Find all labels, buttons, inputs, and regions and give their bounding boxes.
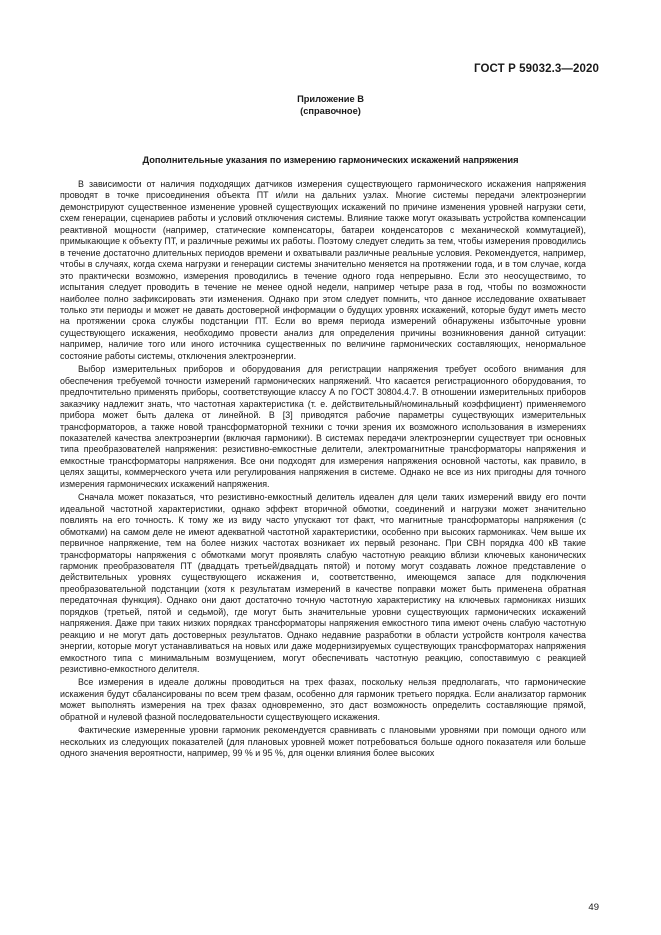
paragraph: Все измерения в идеале должны проводиться на трех фазах, поскольку нельзя предполагать, что гармонические искажения будут сбалансированы по всем трем фазам, особенно для гармоник третьего порядка. Если анализатор гармоник может выполнять измерения на трех фазах одновременно, это даст возможность определить составляющие прямой, обратной и нулевой фазной последовательности существующего искажения. xyxy=(60,677,586,722)
page-number: 49 xyxy=(588,902,599,913)
appendix-heading xyxy=(0,93,661,117)
document-code: ГОСТ Р 59032.3—2020 xyxy=(474,63,599,75)
paragraph: Выбор измерительных приборов и оборудования для регистрации напряжения требует особого внимания для обеспечения требуемой точности измерений гармонических напряжений. Что касается регистрационного оборудования, то предпочтительно применять приборы, соответствующие классу А по ГОСТ 30804.4.7. В отношении измерительных приборов заказчику надлежит знать, что частотная характеристика (т. е. действительный/номинальный коэффициент) применяемого прибора может быть далека от линейной. В [3] приводятся рабочие параметры существующих измерительных трансформаторов, а также новой трансформаторной техники с точки зрения их возможного использования в измерениях показателей качества электроэнергии (включая гармоники). В системах передачи электроэнергии существует три основных типа преобразователей напряжения: резистивно-емкостные делители, электромагнитные трансформаторы напряжения и емкостные трансформаторы напряжения. Все они подходят для измерения напряжения основной частоты, как правило, в целях защиты, коммерческого учета или регулирования напряжения в системе. Однако не все из них пригодны для точного измерения гармонических искажений напряжения. xyxy=(60,364,586,489)
paragraph: Сначала может показаться, что резистивно-емкостный делитель идеален для цели таких измерений ввиду его почти идеальной частотной характеристики, однако эффект вторичной обмотки, соединений и нагрузки может значительно повлиять на его точность. К тому же из виду часто упускают тот факт, что магнитные трансформаторы напряжения (с обмотками) на самом деле не имеют адекватной частотной характеристики, особенно при высоких гармониках. Чем выше их первичное напряжение, тем на более низких частотах возникает их первый резонанс. При СВН порядка 400 кВ такие трансформаторы напряжения с обмотками могут проявлять слабую частотную реакцию вблизи ключевых канонических гармоник преобразователя ПТ (двадцать третьей/двадцать пятой) и потому могут создавать ложное представление о действительных уровнях существующего искажения и, соответственно, имеющемся запасе для подключения преобразовательной подстанции (хотя к результатам измерений в качестве поправки может быть применена обратная передаточная функция). Однако они дают достаточно точную частотную характеристику на ключевых гармониках низших порядков (третьей, пятой и седьмой), где могут быть значительные уровни существующих гармонических искажений напряжения. Даже при таких низких порядках трансформаторы напряжения емкостного типа имеют очень слабую частотную реакцию и не могут дать достоверных результатов. Однако недавние разработки в области устройств контроля качества энергии, которые могут устанавливаться на новых или даже модернизируемых существующих трансформаторах напряжения емкостного типа с минимальным возмущением, могут обеспечивать частотную реакцию, сопоставимую с реакцией резистивно-емкостного делителя. xyxy=(60,492,586,675)
paragraph: Фактические измеренные уровни гармоник рекомендуется сравнивать с плановыми уровнями при помощи одного или нескольких из следующих показателей (для плановых уровней может потребоваться больше одного показателя или больше одного значения вероятности, например, 99 % и 95 %, для оценки влияния более высоких xyxy=(60,725,586,759)
appendix-subtitle: (справочное) xyxy=(300,106,361,116)
section-title: Дополнительные указания по измерению гармонических искажений напряжения xyxy=(142,155,519,165)
paragraph: В зависимости от наличия подходящих датчиков измерения существующего гармонического искажения напряжения проводят в точке присоединения объекта ПТ и/или на дальних узлах. Многие системы передачи электроэнергии демонстрируют существенное изменение уровней существующих искажений по причине изменения уровней нагрузки сети, схем генерации, сценариев работы и условий отключения системы. Влияние также могут оказывать устройства компенсации реактивной мощности (например, статические компенсаторы, батареи конденсаторов с механической коммутацией), примыкающие к объекту ПТ, и различные режимы их работы. Поэтому следует следить за тем, чтобы измерения проводились в течение достаточно длительных периодов времени и охватывали различные реальные условия. Рекомендуется, например, чтобы в случаях, когда схема нагрузки и генерации системы значительно меняется на протяжении года, и в том случае, когда это практически возможно, измерения проводились в течение одного года непрерывно. Если это неосуществимо, то испытания следует проводить в течение не менее одной недели, например четыре раза в год, чтобы по возможности наиболее полно зафиксировать эти изменения. Однако при этом следует помнить, что данное исследование охватывает только эти периоды и может не давать достоверной информации о будущих уровнях искажений, которые будут иметь место на протяжении срока службы подстанции ПТ. Если во время периода измерений обнаружены избыточные уровни существующего искажения, необходимо провести анализ для определения причины возникновения данной ситуации: например, наличие того или иного источника существенных по величине гармонических составляющих, ненормальное состояние работы системы, отключения электроэнергии. xyxy=(60,179,586,361)
body-text xyxy=(60,179,586,762)
appendix-title: Приложение В xyxy=(297,94,364,104)
